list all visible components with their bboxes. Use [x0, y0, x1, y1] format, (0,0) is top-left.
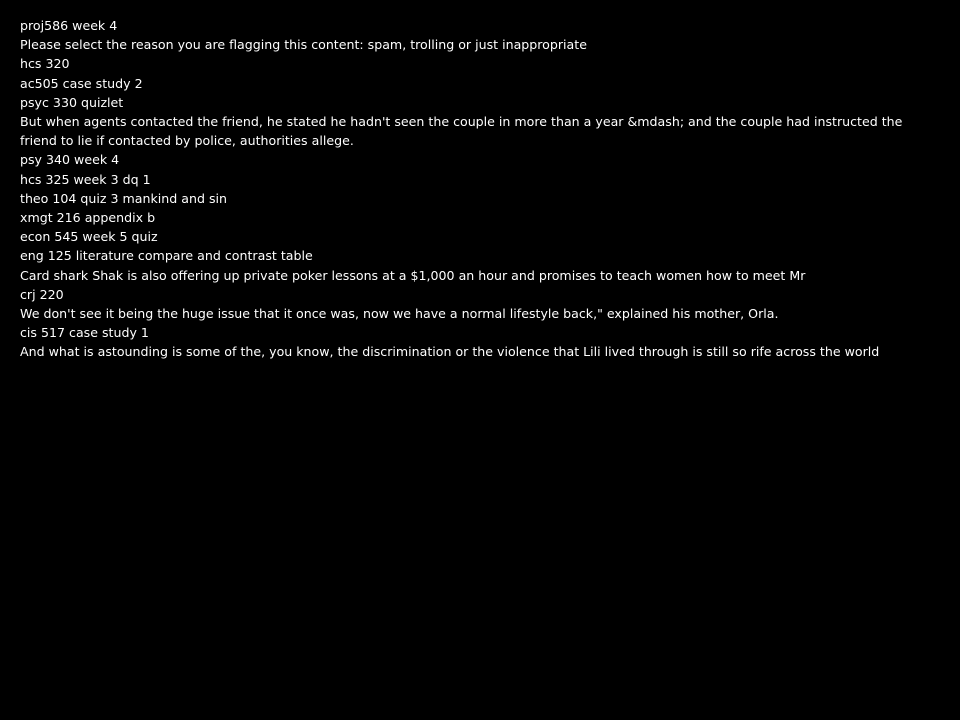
text-line-paragraph: Card shark Shak is also offering up private poker lessons at a $1,000 an hour and promises to teach women how to meet Mr	[20, 267, 806, 283]
text-line-course-code: theo 104 quiz 3 mankind and sin	[20, 190, 227, 206]
text-line-course-code: psy 340 week 4	[20, 152, 120, 168]
text-line-paragraph: And what is astounding is some of the, you know, the discrimination or the violence that Lili lived through is still so rife across the world	[20, 344, 880, 360]
text-line-course-code: cis 517 case study 1	[20, 325, 149, 341]
text-line-course-code: hcs 320	[20, 56, 70, 72]
text-line-course-code: econ 545 week 5 quiz	[20, 229, 158, 245]
text-line-course-code: proj586 week 4	[20, 18, 118, 33]
text-line-paragraph: But when agents contacted the friend, he stated he hadn't seen the couple in more than a year &mdash; and the couple had instructed the friend to lie if contacted by police, authorities allege.	[20, 114, 903, 149]
text-line-flagging-prompt: Please select the reason you are flagging this content: spam, trolling or just inappropriate	[20, 37, 587, 53]
text-line-paragraph: We don't see it being the huge issue that it once was, now we have a normal lifestyle back," explained his mother, Orla.	[20, 306, 779, 322]
text-line-course-code: hcs 325 week 3 dq 1	[20, 171, 151, 187]
text-line-course-code: eng 125 literature compare and contrast table	[20, 248, 313, 264]
text-line-course-code: psyc 330 quizlet	[20, 94, 124, 110]
text-line-course-code: ac505 case study 2	[20, 75, 143, 91]
text-line-course-code: crj 220	[20, 286, 64, 302]
text-line-course-code: xmgt 216 appendix b	[20, 210, 156, 226]
text-block	[20, 16, 930, 362]
